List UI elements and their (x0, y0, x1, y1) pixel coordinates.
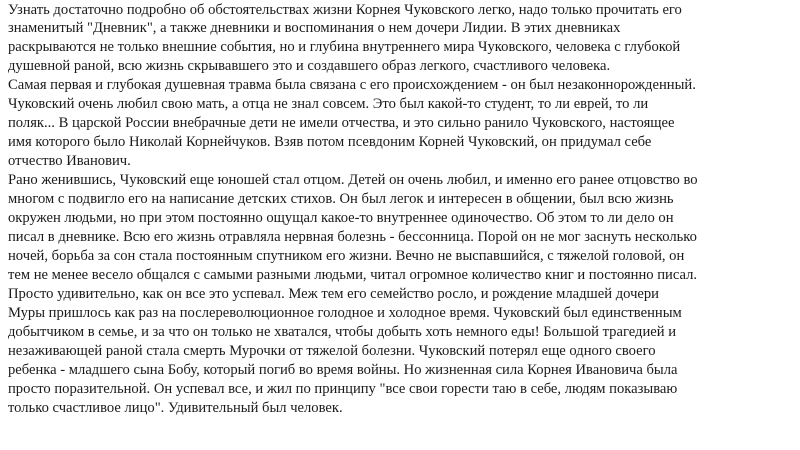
text-line: только счастливое лицо". Удивительный был человек. (8, 400, 343, 416)
text-line: незаживающей раной стала смерть Мурочки от тяжелой болезни. Чуковский потерял еще одного своего (8, 343, 656, 359)
text-line: ночей, борьба за сон стала постоянным спутником его жизни. Вечно не выспавшийся, с тяжелой головой, он (8, 248, 685, 264)
text-line: душевной раной, всю жизнь скрывавшего это и создавшего образ легкого, счастливого человека. (8, 58, 611, 74)
text-line: раскрываются не только внешние события, но и глубина внутреннего мира Чуковского, человека с глубокой (8, 39, 681, 55)
text-line: имя которого было Николай Корнейчуков. Взяв потом псевдоним Корней Чуковский, он придумал себе (8, 134, 652, 150)
text-line: Муры пришлось как раз на послереволюционное голодное и холодное время. Чуковский был единственным (8, 305, 682, 321)
text-line: поляк... В царской России внебрачные дети не имели отчества, и это сильно ранило Чуковского, настоящее (8, 115, 675, 131)
text-line: Узнать достаточно подробно об обстоятельствах жизни Корнея Чуковского легко, надо только прочитать его (8, 2, 682, 18)
text-line: ребенка - младшего сына Бобу, который погиб во время войны. Но жизненная сила Корнея Ивановича была (8, 362, 678, 378)
text-line: тем не менее весело общался с самыми разными людьми, читал огромное количество книг и постоянно писал. (8, 267, 698, 283)
text-line: окружен людьми, но при этом постоянно ощущал какое-то внутреннее одиночество. Об этом то ли дело он (8, 210, 674, 226)
text-line: отчество Иванович. (8, 153, 131, 169)
text-line: Чуковский очень любил свою мать, а отца не знал совсем. Это был какой-то студент, то ли еврей, то ли (8, 96, 649, 112)
text-line: знаменитый "Дневник", а также дневники и воспоминания о нем дочери Лидии. В этих дневниках (8, 20, 621, 36)
text-line: писал в дневнике. Всю его жизнь отравляла нервная болезнь - бессонница. Порой он не мог заснуть несколько (8, 229, 697, 245)
text-line: просто поразительной. Он успевал все, и жил по принципу "все свои горести таю в себе, людям показываю (8, 381, 678, 397)
text-line: Самая первая и глубокая душевная травма была связана с его происхождением - он был незаконнорожденный. (8, 77, 696, 93)
text-line: Рано женившись, Чуковский еще юношей стал отцом. Детей он очень любил, и именно его ранее отцовство во (8, 172, 698, 188)
text-line: добытчиком в семье, и за что он только не хватался, чтобы добыть хоть немного еды! Большой трагедией и (8, 324, 677, 340)
text-line: Просто удивительно, как он все это успевал. Меж тем его семейство росло, и рождение младшей дочери (8, 286, 659, 302)
text-line: многом с подвигло его на написание детских стихов. Он был легок и интересен в общении, был всю жизнь (8, 191, 674, 207)
